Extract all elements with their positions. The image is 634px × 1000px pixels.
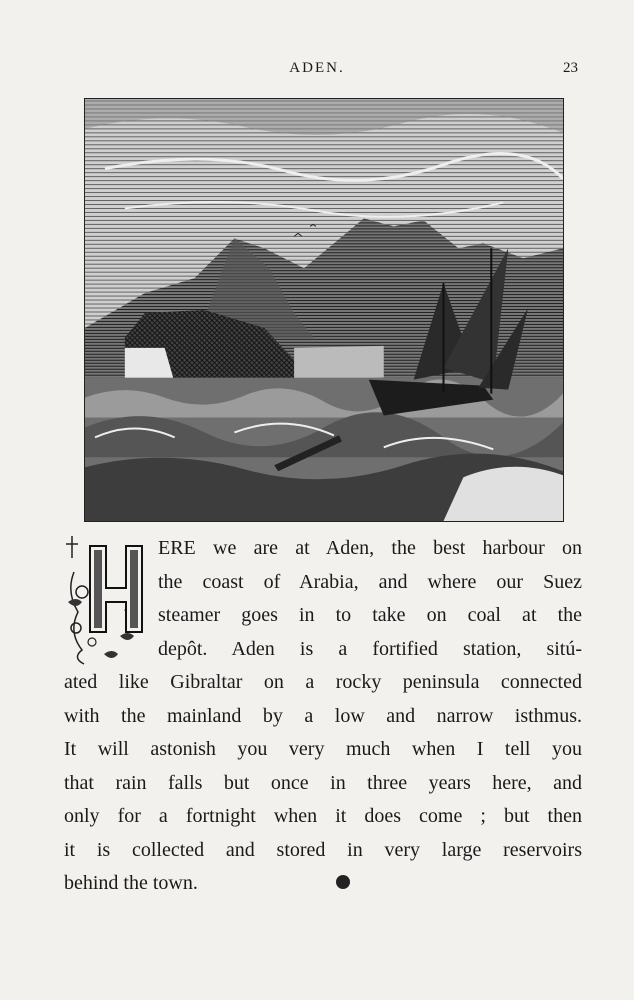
running-head-title: ADEN.: [289, 60, 345, 76]
text-line: only for a fortnight when it does come ; but then: [64, 805, 582, 827]
text-line: behind the town.: [64, 872, 198, 894]
engraving-aden-harbour-icon: [85, 99, 563, 521]
text-line: that rain falls but once in three years here, and: [64, 771, 582, 794]
ink-blot: [336, 875, 350, 889]
ornamental-initial: [64, 532, 152, 666]
page-number: 23: [563, 60, 578, 76]
text-line: it is collected and stored in very large reservoirs: [64, 838, 582, 861]
body-paragraph: [64, 532, 582, 901]
harbour-engraving: [84, 98, 564, 522]
text-line: ERE we are at Aden, the best harbour on: [158, 537, 582, 559]
text-line: the coast of Arabia, and where our Suez: [158, 570, 582, 593]
text-line: with the mainland by a low and narrow isthmus.: [64, 704, 582, 727]
text-line: It will astonish you very much when I tell you: [64, 738, 582, 760]
ornamental-floral-initial-icon: [64, 532, 152, 666]
text-line: ated like Gibraltar on a rocky peninsula connected: [64, 671, 582, 693]
text-line: steamer goes in to take on coal at the: [158, 604, 582, 626]
text-line: depôt. Aden is a fortified station, sitú-: [158, 637, 582, 660]
